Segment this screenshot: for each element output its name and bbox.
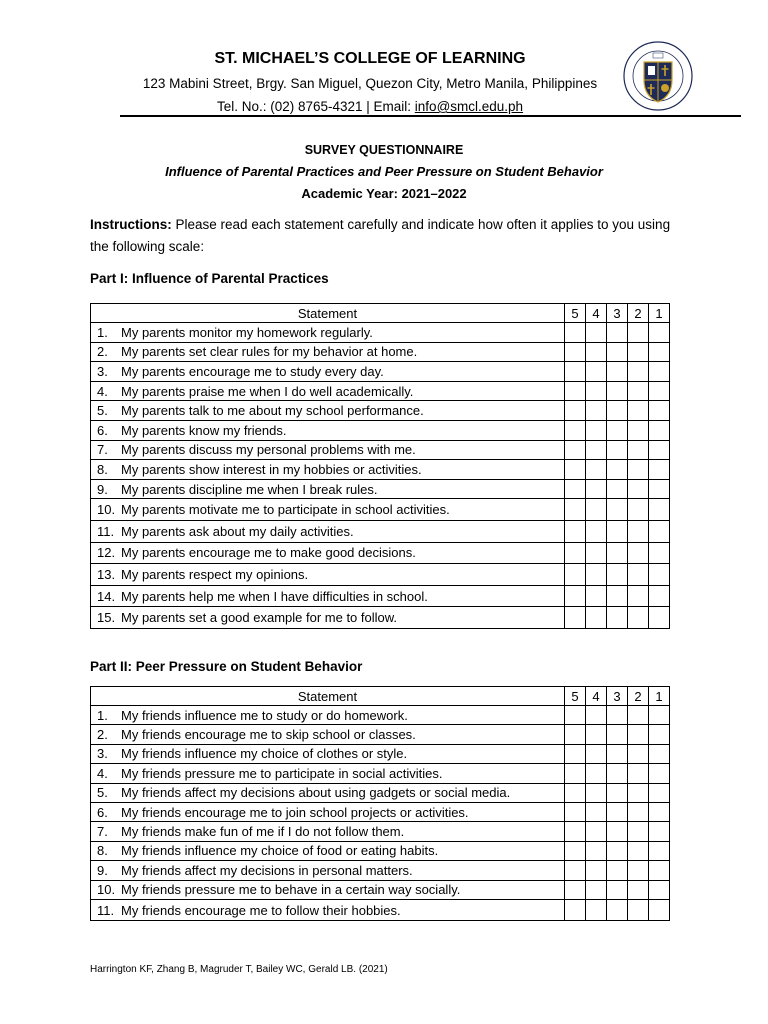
statement-cell	[91, 323, 565, 343]
rating-cell-2[interactable]	[628, 440, 649, 460]
rating-cell-4[interactable]	[586, 822, 607, 841]
statement-cell	[91, 706, 565, 725]
rating-cell-3[interactable]	[607, 899, 628, 921]
statement-text: My parents praise me when I do well academically.	[121, 383, 414, 399]
rating-cell-2[interactable]	[628, 706, 649, 725]
statement-cell	[91, 861, 565, 880]
scale-header-1: 1	[649, 687, 670, 706]
rating-cell-5[interactable]	[565, 401, 586, 421]
rating-cell-5[interactable]	[565, 499, 586, 521]
rating-cell-5[interactable]	[565, 323, 586, 343]
rating-cell-1[interactable]	[649, 520, 670, 542]
statement-text: My parents monitor my homework regularly.	[121, 324, 373, 340]
rating-cell-2[interactable]	[628, 899, 649, 921]
rating-cell-1[interactable]	[649, 542, 670, 564]
rating-cell-2[interactable]	[628, 499, 649, 521]
rating-cell-4[interactable]	[586, 564, 607, 586]
rating-cell-5[interactable]	[565, 440, 586, 460]
statement-cell	[91, 362, 565, 382]
rating-cell-3[interactable]	[607, 783, 628, 802]
rating-cell-3[interactable]	[607, 706, 628, 725]
table-row	[91, 607, 670, 629]
statement-cell	[91, 381, 565, 401]
table-row	[91, 841, 670, 860]
statement-number: 3.	[97, 746, 108, 762]
statement-text: My friends influence my choice of clothes or style.	[121, 746, 408, 762]
survey-title-block	[90, 140, 678, 205]
statement-cell	[91, 420, 565, 440]
school-seal-logo	[622, 40, 694, 112]
rating-cell-1[interactable]	[649, 362, 670, 382]
statement-number: 13.	[97, 566, 116, 582]
rating-cell-1[interactable]	[649, 479, 670, 499]
statement-number: 4.	[97, 383, 108, 399]
statement-number: 11.	[97, 523, 115, 539]
rating-cell-1[interactable]	[649, 460, 670, 480]
rating-cell-2[interactable]	[628, 744, 649, 763]
rating-cell-5[interactable]	[565, 607, 586, 629]
rating-cell-2[interactable]	[628, 401, 649, 421]
table-row	[91, 822, 670, 841]
table-row	[91, 420, 670, 440]
statement-number: 9.	[97, 862, 108, 878]
rating-cell-2[interactable]	[628, 585, 649, 607]
rating-cell-5[interactable]	[565, 520, 586, 542]
rating-cell-2[interactable]	[628, 783, 649, 802]
rating-cell-3[interactable]	[607, 744, 628, 763]
table-row	[91, 861, 670, 880]
rating-cell-1[interactable]	[649, 841, 670, 860]
statement-text: My friends affect my decisions about using gadgets or social media.	[121, 785, 511, 801]
table-row	[91, 744, 670, 763]
school-name: ST. MICHAEL’S COLLEGE OF LEARNING	[214, 50, 526, 67]
statement-number: 1.	[97, 707, 108, 723]
part1-title: Part I: Influence of Parental Practices	[90, 271, 329, 286]
school-address: 123 Mabini Street, Brgy. San Miguel, Quezon City, Metro Manila, Philippines	[142, 76, 598, 91]
statement-text: My friends influence my choice of food or eating habits.	[121, 843, 439, 859]
rating-cell-4[interactable]	[586, 460, 607, 480]
statement-number: 5.	[97, 403, 108, 419]
survey-title: SURVEY QUESTIONNAIRE	[304, 143, 464, 157]
statement-text: My friends pressure me to participate in social activities.	[121, 765, 443, 781]
part2-header-row	[91, 687, 670, 706]
statement-text: My parents motivate me to participate in school activities.	[121, 502, 450, 518]
rating-cell-4[interactable]	[586, 585, 607, 607]
table-row	[91, 440, 670, 460]
statement-number: 5.	[97, 785, 108, 801]
rating-cell-1[interactable]	[649, 440, 670, 460]
rating-cell-4[interactable]	[586, 401, 607, 421]
instructions-text: Please read each statement carefully and indicate how often it applies to you using the following scale:	[90, 217, 671, 254]
statement-number: 3.	[97, 363, 108, 379]
rating-cell-4[interactable]	[586, 499, 607, 521]
rating-cell-1[interactable]	[649, 764, 670, 783]
table-row	[91, 362, 670, 382]
table-row	[91, 706, 670, 725]
rating-cell-4[interactable]	[586, 880, 607, 899]
statement-cell	[91, 880, 565, 899]
rating-cell-5[interactable]	[565, 542, 586, 564]
rating-cell-1[interactable]	[649, 607, 670, 629]
citation-footer: Harrington KF, Zhang B, Magruder T, Bailey WC, Gerald LB. (2021)	[90, 964, 388, 975]
rating-cell-3[interactable]	[607, 323, 628, 343]
rating-cell-2[interactable]	[628, 342, 649, 362]
rating-cell-5[interactable]	[565, 479, 586, 499]
statement-number: 12.	[97, 545, 116, 561]
table-row	[91, 564, 670, 586]
rating-cell-1[interactable]	[649, 706, 670, 725]
rating-cell-1[interactable]	[649, 401, 670, 421]
scale-header-3: 3	[607, 304, 628, 323]
statement-cell	[91, 342, 565, 362]
rating-cell-1[interactable]	[649, 822, 670, 841]
statement-text: My parents discuss my personal problems with me.	[121, 442, 416, 458]
rating-cell-4[interactable]	[586, 381, 607, 401]
rating-cell-3[interactable]	[607, 520, 628, 542]
rating-cell-5[interactable]	[565, 585, 586, 607]
rating-cell-3[interactable]	[607, 440, 628, 460]
table-row	[91, 899, 670, 921]
rating-cell-4[interactable]	[586, 861, 607, 880]
table-row	[91, 520, 670, 542]
table-row	[91, 323, 670, 343]
statement-cell	[91, 841, 565, 860]
statement-text: My parents help me when I have difficulties in school.	[121, 588, 428, 604]
statement-text: My parents know my friends.	[121, 422, 287, 438]
rating-cell-1[interactable]	[649, 342, 670, 362]
table-row	[91, 460, 670, 480]
rating-cell-5[interactable]	[565, 342, 586, 362]
statement-cell	[91, 499, 565, 521]
rating-cell-5[interactable]	[565, 861, 586, 880]
header-divider	[120, 115, 741, 117]
rating-cell-4[interactable]	[586, 342, 607, 362]
rating-cell-1[interactable]	[649, 861, 670, 880]
rating-cell-5[interactable]	[565, 802, 586, 821]
statement-text: My friends encourage me to follow their hobbies.	[121, 902, 401, 918]
rating-cell-5[interactable]	[565, 706, 586, 725]
rating-cell-3[interactable]	[607, 362, 628, 382]
statement-number: 9.	[97, 481, 108, 497]
rating-cell-5[interactable]	[565, 725, 586, 744]
rating-cell-5[interactable]	[565, 564, 586, 586]
rating-cell-2[interactable]	[628, 420, 649, 440]
statement-text: My parents ask about my daily activities.	[121, 523, 354, 539]
table-row	[91, 479, 670, 499]
rating-cell-2[interactable]	[628, 460, 649, 480]
statement-cell	[91, 802, 565, 821]
statement-cell	[91, 479, 565, 499]
rating-cell-2[interactable]	[628, 880, 649, 899]
rating-cell-4[interactable]	[586, 725, 607, 744]
table-row	[91, 585, 670, 607]
part1-header-row	[91, 304, 670, 323]
statement-cell	[91, 783, 565, 802]
scale-header-4: 4	[586, 304, 607, 323]
rating-cell-4[interactable]	[586, 362, 607, 382]
statement-number: 8.	[97, 461, 108, 477]
rating-cell-1[interactable]	[649, 725, 670, 744]
survey-subtitle: Influence of Parental Practices and Peer Pressure on Student Behavior	[165, 164, 603, 179]
statement-number: 2.	[97, 727, 108, 743]
rating-cell-3[interactable]	[607, 401, 628, 421]
statement-number: 6.	[97, 422, 108, 438]
part1-table	[90, 303, 670, 629]
school-header	[120, 44, 620, 118]
rating-cell-2[interactable]	[628, 520, 649, 542]
rating-cell-4[interactable]	[586, 479, 607, 499]
table-row	[91, 542, 670, 564]
rating-cell-5[interactable]	[565, 744, 586, 763]
statement-cell	[91, 585, 565, 607]
rating-cell-5[interactable]	[565, 381, 586, 401]
statement-number: 2.	[97, 344, 108, 360]
statement-text: My friends encourage me to join school projects or activities.	[121, 804, 469, 820]
rating-cell-3[interactable]	[607, 822, 628, 841]
instructions	[90, 214, 690, 258]
rating-cell-3[interactable]	[607, 841, 628, 860]
statement-number: 4.	[97, 765, 108, 781]
statement-cell	[91, 764, 565, 783]
rating-cell-2[interactable]	[628, 607, 649, 629]
statement-number: 1.	[97, 324, 108, 340]
scale-header-2: 2	[628, 687, 649, 706]
scale-header-5: 5	[565, 687, 586, 706]
statement-number: 11.	[97, 902, 115, 918]
rating-cell-3[interactable]	[607, 585, 628, 607]
scale-header-1: 1	[649, 304, 670, 323]
rating-cell-5[interactable]	[565, 880, 586, 899]
email-link[interactable]: info@smcl.edu.ph	[414, 99, 524, 114]
statement-header: Statement	[91, 687, 565, 706]
rating-cell-3[interactable]	[607, 564, 628, 586]
statement-cell	[91, 440, 565, 460]
statement-text: My friends pressure me to behave in a certain way socially.	[121, 882, 461, 898]
rating-cell-4[interactable]	[586, 899, 607, 921]
table-row	[91, 783, 670, 802]
table-row	[91, 381, 670, 401]
rating-cell-3[interactable]	[607, 542, 628, 564]
rating-cell-1[interactable]	[649, 499, 670, 521]
statement-cell	[91, 607, 565, 629]
rating-cell-2[interactable]	[628, 323, 649, 343]
rating-cell-4[interactable]	[586, 542, 607, 564]
statement-cell	[91, 899, 565, 921]
rating-cell-4[interactable]	[586, 802, 607, 821]
rating-cell-1[interactable]	[649, 802, 670, 821]
table-row	[91, 725, 670, 744]
statement-text: My friends encourage me to skip school or classes.	[121, 727, 416, 743]
rating-cell-3[interactable]	[607, 607, 628, 629]
statement-number: 6.	[97, 804, 108, 820]
rating-cell-5[interactable]	[565, 822, 586, 841]
scale-header-5: 5	[565, 304, 586, 323]
statement-number: 10.	[97, 882, 116, 898]
statement-text: My friends affect my decisions in personal matters.	[121, 862, 413, 878]
rating-cell-4[interactable]	[586, 783, 607, 802]
statement-cell	[91, 725, 565, 744]
table-row	[91, 401, 670, 421]
rating-cell-2[interactable]	[628, 542, 649, 564]
statement-text: My parents encourage me to make good decisions.	[121, 545, 416, 561]
scale-header-2: 2	[628, 304, 649, 323]
statement-number: 14.	[97, 588, 116, 604]
rating-cell-1[interactable]	[649, 323, 670, 343]
rating-cell-4[interactable]	[586, 420, 607, 440]
rating-cell-3[interactable]	[607, 381, 628, 401]
rating-cell-3[interactable]	[607, 479, 628, 499]
statement-number: 7.	[97, 442, 108, 458]
rating-cell-5[interactable]	[565, 783, 586, 802]
rating-cell-2[interactable]	[628, 861, 649, 880]
statement-number: 7.	[97, 824, 108, 840]
rating-cell-3[interactable]	[607, 342, 628, 362]
rating-cell-1[interactable]	[649, 744, 670, 763]
rating-cell-4[interactable]	[586, 607, 607, 629]
rating-cell-5[interactable]	[565, 764, 586, 783]
part2-table	[90, 686, 670, 921]
statement-text: My parents discipline me when I break rules.	[121, 481, 378, 497]
rating-cell-4[interactable]	[586, 841, 607, 860]
rating-cell-2[interactable]	[628, 802, 649, 821]
rating-cell-2[interactable]	[628, 479, 649, 499]
statement-text: My friends influence me to study or do homework.	[121, 707, 408, 723]
instructions-label: Instructions:	[90, 217, 172, 232]
rating-cell-3[interactable]	[607, 499, 628, 521]
rating-cell-5[interactable]	[565, 420, 586, 440]
statement-text: My parents show interest in my hobbies or activities.	[121, 461, 422, 477]
rating-cell-2[interactable]	[628, 362, 649, 382]
rating-cell-1[interactable]	[649, 381, 670, 401]
rating-cell-3[interactable]	[607, 420, 628, 440]
rating-cell-4[interactable]	[586, 764, 607, 783]
rating-cell-2[interactable]	[628, 381, 649, 401]
rating-cell-1[interactable]	[649, 420, 670, 440]
statement-cell	[91, 460, 565, 480]
rating-cell-4[interactable]	[586, 520, 607, 542]
statement-cell	[91, 401, 565, 421]
rating-cell-5[interactable]	[565, 841, 586, 860]
statement-header: Statement	[91, 304, 565, 323]
table-row	[91, 880, 670, 899]
statement-cell	[91, 744, 565, 763]
rating-cell-3[interactable]	[607, 460, 628, 480]
table-row	[91, 499, 670, 521]
academic-year: Academic Year: 2021–2022	[301, 186, 467, 201]
rating-cell-1[interactable]	[649, 880, 670, 899]
part2-title: Part II: Peer Pressure on Student Behavior	[90, 659, 363, 674]
rating-cell-4[interactable]	[586, 323, 607, 343]
table-row	[91, 342, 670, 362]
table-row	[91, 764, 670, 783]
statement-text: My parents set a good example for me to follow.	[121, 610, 398, 626]
statement-cell	[91, 822, 565, 841]
scale-header-4: 4	[586, 687, 607, 706]
statement-cell	[91, 520, 565, 542]
rating-cell-3[interactable]	[607, 802, 628, 821]
rating-cell-4[interactable]	[586, 744, 607, 763]
rating-cell-1[interactable]	[649, 899, 670, 921]
statement-text: My parents talk to me about my school performance.	[121, 403, 424, 419]
rating-cell-3[interactable]	[607, 880, 628, 899]
statement-number: 10.	[97, 502, 116, 518]
statement-cell	[91, 542, 565, 564]
scale-header-3: 3	[607, 687, 628, 706]
rating-cell-2[interactable]	[628, 564, 649, 586]
rating-cell-3[interactable]	[607, 764, 628, 783]
statement-number: 15.	[97, 610, 116, 626]
rating-cell-4[interactable]	[586, 440, 607, 460]
statement-cell	[91, 564, 565, 586]
rating-cell-2[interactable]	[628, 822, 649, 841]
rating-cell-1[interactable]	[649, 783, 670, 802]
statement-text: My parents respect my opinions.	[121, 566, 309, 582]
statement-text: My parents encourage me to study every day.	[121, 363, 384, 379]
table-row	[91, 802, 670, 821]
rating-cell-1[interactable]	[649, 564, 670, 586]
rating-cell-4[interactable]	[586, 706, 607, 725]
statement-text: My friends make fun of me if I do not follow them.	[121, 824, 405, 840]
statement-text: My parents set clear rules for my behavior at home.	[121, 344, 418, 360]
rating-cell-1[interactable]	[649, 585, 670, 607]
rating-cell-5[interactable]	[565, 899, 586, 921]
rating-cell-2[interactable]	[628, 841, 649, 860]
statement-number: 8.	[97, 843, 108, 859]
rating-cell-3[interactable]	[607, 725, 628, 744]
rating-cell-2[interactable]	[628, 725, 649, 744]
rating-cell-5[interactable]	[565, 362, 586, 382]
contact-phone: Tel. No.: (02) 8765-4321 | Email:	[216, 99, 415, 114]
rating-cell-3[interactable]	[607, 861, 628, 880]
rating-cell-5[interactable]	[565, 460, 586, 480]
rating-cell-2[interactable]	[628, 764, 649, 783]
